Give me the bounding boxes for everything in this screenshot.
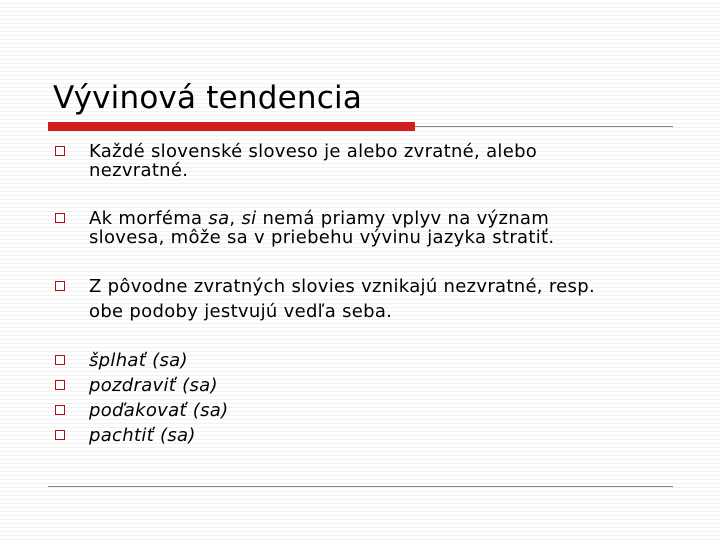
- bullet-text: [89, 274, 595, 324]
- bullet-text: [89, 209, 554, 247]
- bullet-line-part: Ak morféma: [89, 208, 209, 229]
- bullet-line: Každé slovenské sloveso je alebo zvratné, alebo: [89, 141, 538, 162]
- bullet-line: nezvratné.: [89, 160, 189, 181]
- square-bullet-icon: [55, 430, 65, 440]
- square-bullet-icon: [55, 213, 65, 223]
- slide-title: Vývinová tendencia: [53, 80, 363, 116]
- title-underline-accent: [48, 122, 415, 131]
- bullet-term: sa: [208, 208, 230, 229]
- bottom-rule: [48, 486, 673, 487]
- square-bullet-icon: [55, 146, 65, 156]
- example-text: pozdraviť (sa): [89, 375, 218, 396]
- bullet-line: Z pôvodne zvratných slovies vznikajú nezvratné, resp.: [89, 276, 595, 297]
- bullet-line-part: ,: [229, 208, 242, 229]
- example-text: poďakovať (sa): [89, 400, 229, 421]
- example-text: pachtiť (sa): [89, 425, 196, 446]
- bullet-line: obe podoby jestvujú vedľa seba.: [89, 301, 393, 322]
- square-bullet-icon: [55, 355, 65, 365]
- bullet-line: slovesa, môže sa v priebehu vývinu jazyka stratiť.: [89, 227, 555, 248]
- title-underline-rule: [415, 126, 673, 127]
- bullet-line-part: nemá priamy vplyv na význam: [256, 208, 550, 229]
- example-text: šplhať (sa): [89, 350, 188, 371]
- square-bullet-icon: [55, 405, 65, 415]
- square-bullet-icon: [55, 281, 65, 291]
- bullet-term: si: [241, 208, 257, 229]
- square-bullet-icon: [55, 380, 65, 390]
- bullet-text: [89, 142, 537, 180]
